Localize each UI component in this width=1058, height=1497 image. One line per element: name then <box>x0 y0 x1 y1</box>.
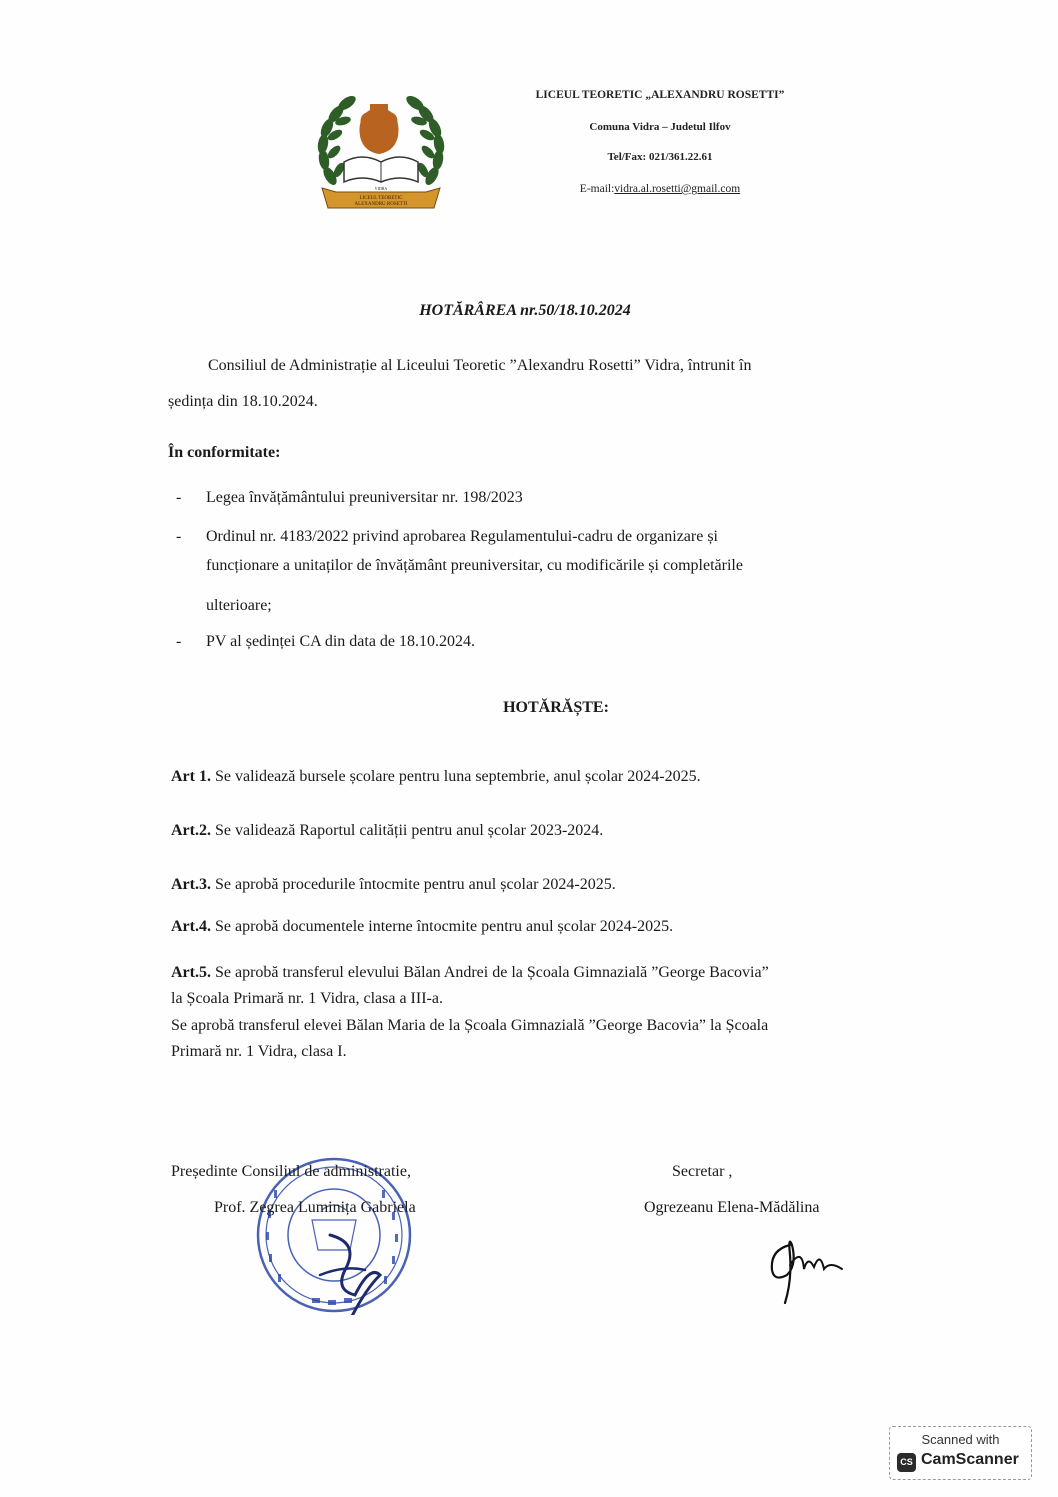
article-5-line3: Se aprobă transferul elevei Bălan Maria de la Școala Gimnazială ”George Bacovia” la Școala <box>171 1017 769 1034</box>
decision-heading <box>0 699 1058 717</box>
camscanner-badge <box>889 1426 1032 1480</box>
president-name: Prof. Zegrea Luminița Gabriela <box>214 1199 416 1216</box>
list-bullet: - <box>176 633 182 650</box>
header-phone: Tel/Fax: 021/361.22.61 <box>607 151 713 163</box>
camscanner-logo-icon: CS <box>897 1453 916 1472</box>
president-signature <box>310 1225 390 1315</box>
article-4-label: Art.4. <box>171 918 211 935</box>
logo-banner-line1: LICEUL TEORETIC <box>359 196 403 201</box>
header-email <box>505 183 815 195</box>
logo-book-line1: VIDRA <box>374 186 388 191</box>
article-5-line2: la Școala Primară nr. 1 Vidra, clasa a III-a. <box>171 990 443 1007</box>
email-label: E-mail: <box>579 183 615 195</box>
article-5-label: Art.5. <box>171 964 211 981</box>
secretary-title: Secretar , <box>672 1163 733 1180</box>
article-1-label: Art 1. <box>171 768 211 785</box>
article-5-text: Se aprobă transferul elevului Bălan Andrei de la Școala Gimnazială ”George Bacovia” <box>210 964 769 981</box>
article-5-line4: Primară nr. 1 Vidra, clasa I. <box>171 1043 347 1060</box>
article-3-label: Art.3. <box>171 876 211 893</box>
decision-heading-text: HOTĂRĂȘTE: <box>503 699 609 716</box>
article-2-label: Art.2. <box>171 822 211 839</box>
intro-line-2: ședința din 18.10.2024. <box>168 393 318 410</box>
article-1-text: Se validează bursele școlare pentru luna septembrie, anul școlar 2024-2025. <box>210 768 701 785</box>
article-2 <box>171 822 603 840</box>
list-item-order-line2: funcționare a unitaților de învățământ preuniversitar, cu modificările și completările <box>206 557 743 574</box>
article-1 <box>171 768 701 786</box>
article-4-text: Se aprobă documentele interne întocmite pentru anul școlar 2024-2025. <box>210 918 674 935</box>
intro-line-1: Consiliul de Administrație al Liceului Teoretic ”Alexandru Rosetti” Vidra, întrunit în <box>208 357 752 374</box>
header-school-name: LICEUL TEORETIC „ALEXANDRU ROSETTI” <box>535 89 785 101</box>
school-logo <box>312 84 450 214</box>
article-4 <box>171 918 673 936</box>
president-title: Președinte Consiliul de administratie, <box>171 1163 411 1180</box>
list-item-order-line1: Ordinul nr. 4183/2022 privind aprobarea Regulamentului-cadru de organizare și <box>206 528 718 545</box>
scanned-with-text: Scanned with <box>921 1432 1000 1447</box>
article-5 <box>171 964 769 982</box>
secretary-signature <box>760 1225 870 1305</box>
list-item-pv: PV al ședinței CA din data de 18.10.2024. <box>206 633 476 650</box>
list-item-order-line3: ulterioare; <box>206 597 272 614</box>
document-title <box>0 302 1058 320</box>
secretary-name: Ogrezeanu Elena-Mădălina <box>644 1199 820 1216</box>
logo-banner-line2: ALEXANDRU ROSETTI <box>354 202 408 207</box>
article-3 <box>171 876 616 894</box>
camscanner-brand: CamScanner <box>921 1451 1019 1468</box>
conformity-heading: În conformitate: <box>168 444 281 461</box>
list-bullet: - <box>176 528 182 545</box>
article-3-text: Se aprobă procedurile întocmite pentru anul școlar 2024-2025. <box>210 876 616 893</box>
email-link[interactable]: vidra.al.rosetti@gmail.com <box>614 183 741 195</box>
list-bullet: - <box>176 489 182 506</box>
list-item-law: Legea învățământului preuniversitar nr. 198/2023 <box>206 489 523 506</box>
article-2-text: Se validează Raportul calității pentru anul școlar 2023-2024. <box>210 822 604 839</box>
document-title-text: HOTĂRÂREA nr.50/18.10.2024 <box>419 302 631 319</box>
header-commune: Comuna Vidra – Judetul Ilfov <box>589 121 731 133</box>
